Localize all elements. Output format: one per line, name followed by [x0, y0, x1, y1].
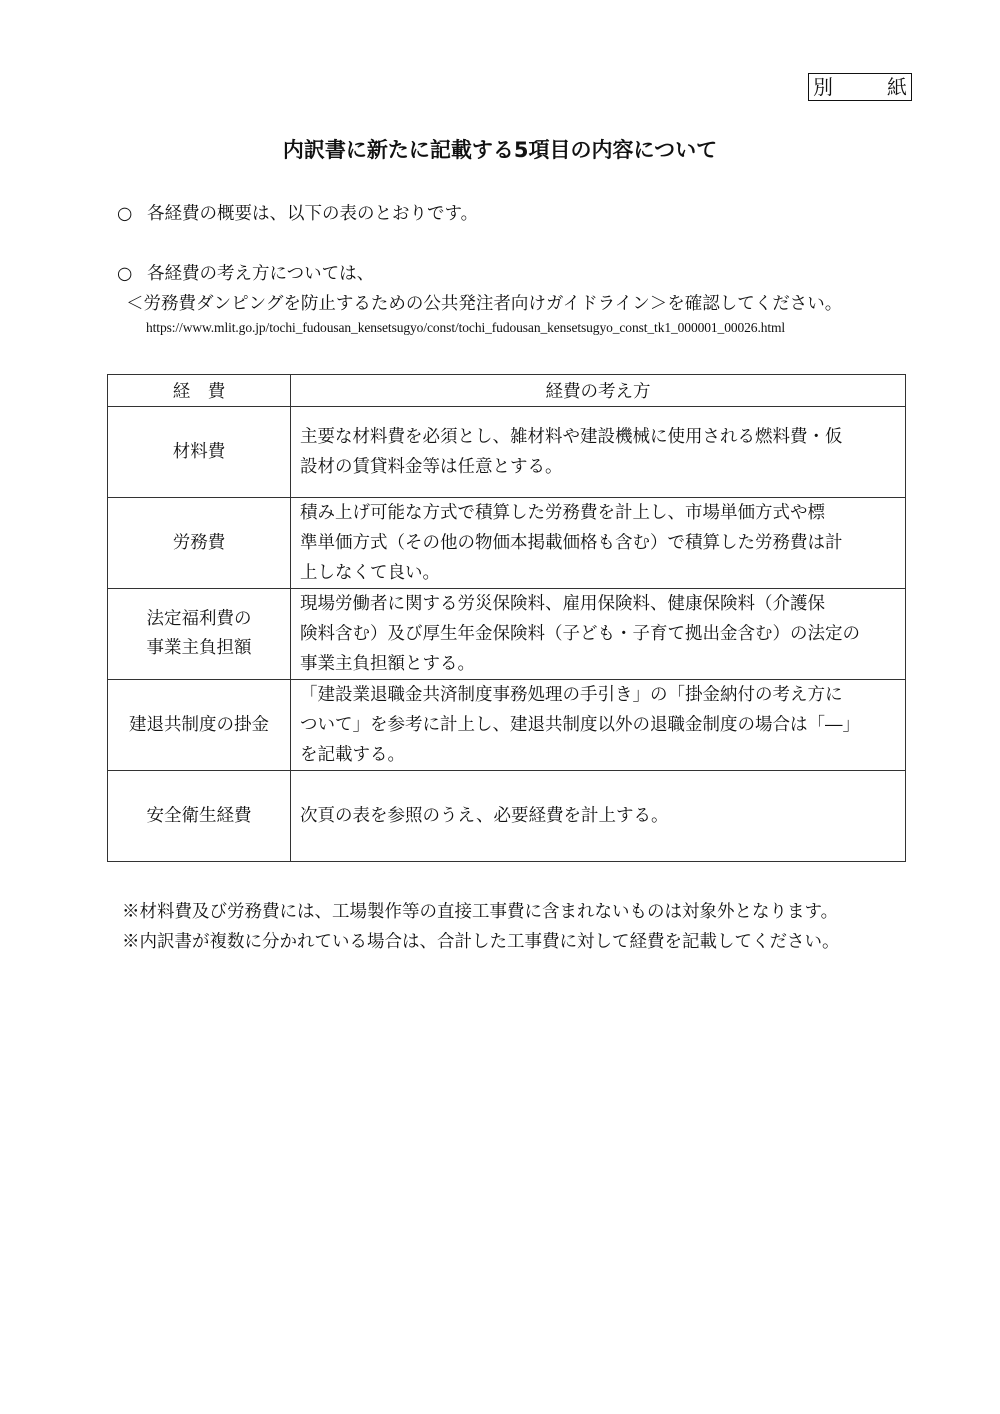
cost-description [291, 680, 906, 771]
bullet-marker: ○ [117, 204, 133, 224]
cost-description [291, 407, 906, 498]
footnote: ※内訳書が複数に分かれている場合は、合計した工事費に対して経費を記載してください。 [122, 932, 840, 952]
description-line: 設材の賃貸料金等は任意とする。 [300, 457, 563, 477]
footnotes [122, 897, 840, 957]
guideline-url-link[interactable]: https://www.mlit.go.jp/tochi_fudousan_kensetsugyo/const/tochi_fudousan_kensetsugyo_const_tk1_000001_00026.html [146, 320, 786, 335]
table-row [108, 589, 906, 680]
description-line: 事業主負担額とする。 [300, 654, 475, 674]
description-line: 現場労働者に関する労災保険料、雇用保険料、健康保険料（介護保 [300, 594, 825, 614]
description-line: 上しなくて良い。 [300, 563, 440, 583]
cost-name-line: 法定福利費の [146, 609, 252, 629]
bullet-marker: ○ [117, 264, 133, 284]
table-row [108, 498, 906, 589]
description-line: 「建設業退職金共済制度事務処理の手引き」の「掛金納付の考え方に [300, 685, 843, 705]
cost-name-line: 事業主負担額 [146, 638, 252, 658]
description-line: 次頁の表を参照のうえ、必要経費を計上する。 [300, 806, 669, 826]
table-row [108, 771, 906, 862]
annex-label [808, 73, 912, 101]
cost-name [108, 771, 291, 862]
table-row [108, 680, 906, 771]
cost-description [291, 589, 906, 680]
cost-table [107, 374, 906, 862]
cost-name-line: 労務費 [172, 532, 226, 553]
cost-description [291, 498, 906, 589]
description-line: 険料含む）及び厚生年金保険料（子ども・子育て拠出金含む）の法定の [300, 624, 860, 644]
description-line: ついて」を参考に計上し、建退共制度以外の退職金制度の場合は「―」 [300, 715, 860, 735]
cost-name [108, 680, 291, 771]
description-line: 準単価方式（その他の物価本掲載価格も含む）で積算した労務費は計 [300, 533, 843, 553]
bullet-approach [117, 260, 374, 285]
description-line: 積み上げ可能な方式で積算した労務費を計上し、市場単価方式や標 [300, 503, 825, 523]
description-line: を記載する。 [300, 745, 405, 765]
annex-label-char-2: 紙 [887, 75, 907, 99]
cost-name-line: 建退共制度の掛金 [129, 714, 269, 735]
cost-name-line: 安全衛生経費 [146, 805, 252, 826]
annex-label-char-1: 別 [813, 75, 833, 99]
column-header-cost: 経 費 [108, 375, 291, 407]
column-header-approach: 経費の考え方 [291, 375, 906, 407]
guideline-reference: ＜労務費ダンピングを防止するための公共発注者向けガイドライン＞を確認してください。 [126, 294, 843, 314]
cost-name [108, 407, 291, 498]
cost-description [291, 771, 906, 862]
description-line: 主要な材料費を必須とし、雑材料や建設機械に使用される燃料費・仮 [300, 427, 843, 447]
cost-name [108, 498, 291, 589]
table-header-row [108, 375, 906, 407]
cost-name-line: 材料費 [172, 441, 226, 462]
cost-name [108, 589, 291, 680]
table-row [108, 407, 906, 498]
bullet-text: 各経費の概要は、以下の表のとおりです。 [147, 204, 479, 224]
page-title: 内訳書に新たに記載する5項目の内容について [282, 138, 718, 162]
bullet-overview [117, 200, 478, 225]
footnote: ※材料費及び労務費には、工場製作等の直接工事費に含まれないものは対象外となります。 [122, 902, 839, 922]
bullet-text: 各経費の考え方については、 [147, 264, 375, 284]
